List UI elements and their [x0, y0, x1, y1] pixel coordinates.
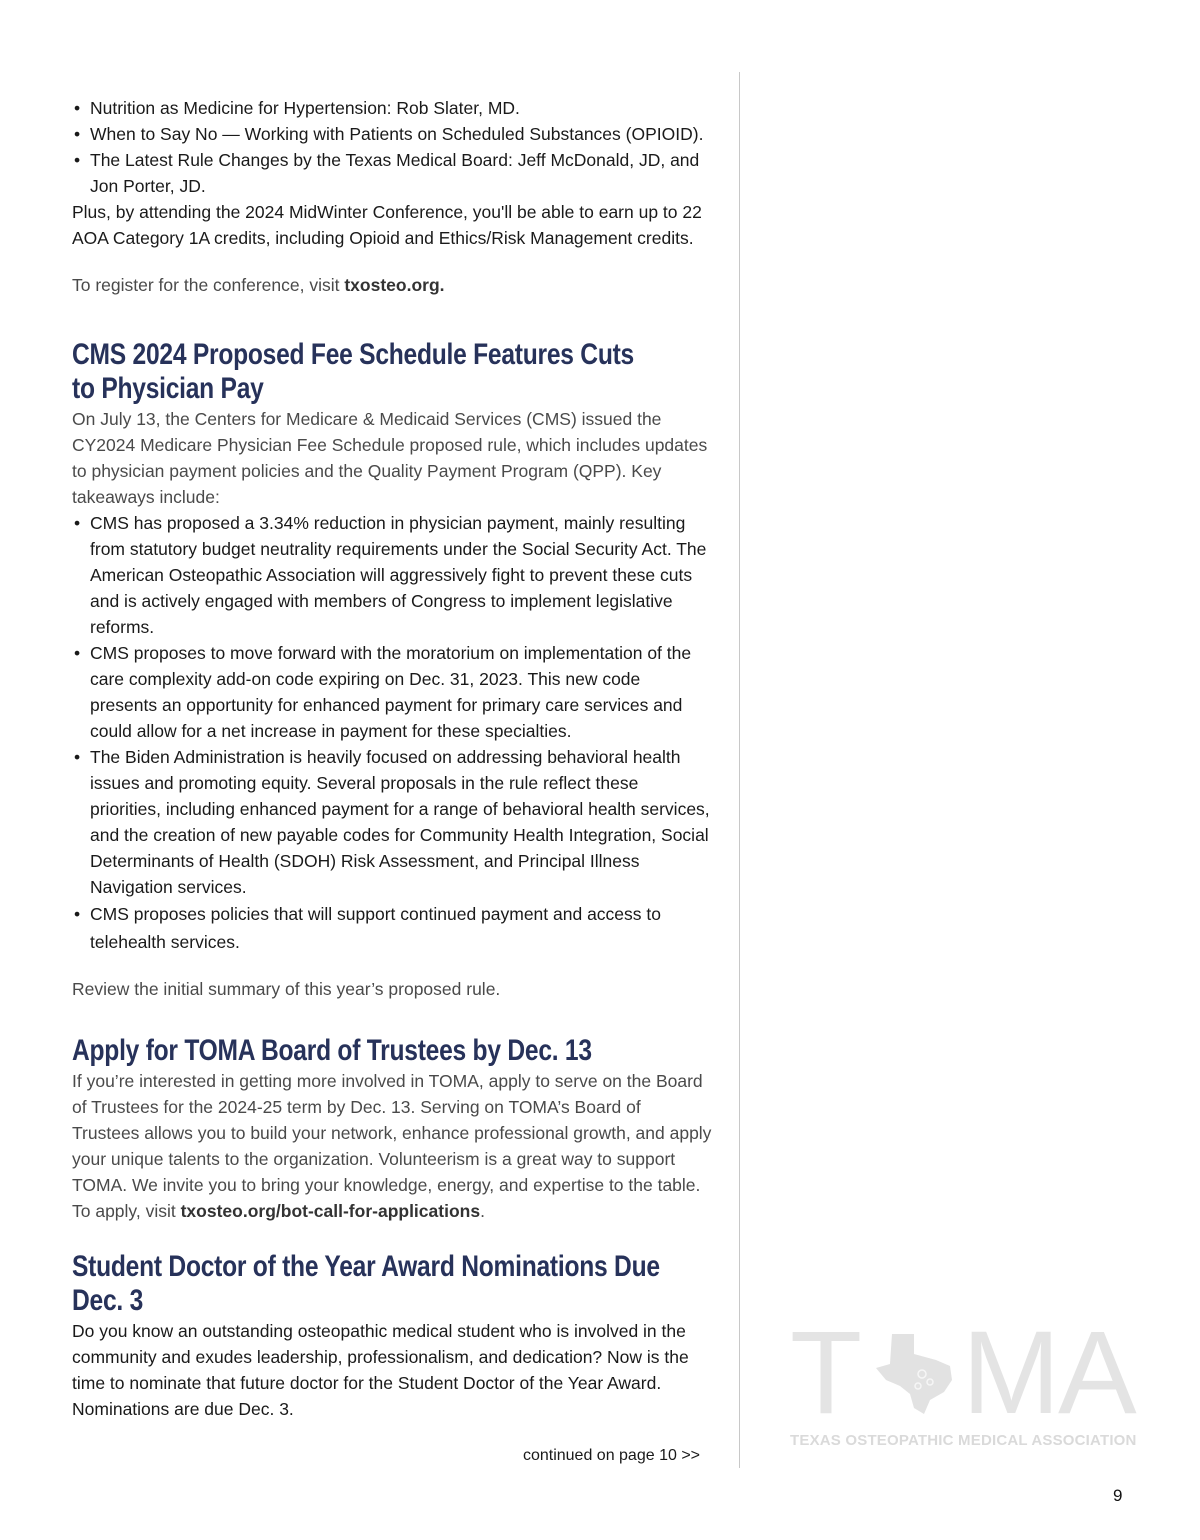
board-paragraph [72, 1068, 712, 1224]
logo-letter: T [790, 1307, 863, 1439]
register-text: To register for the conference, visit [72, 275, 345, 295]
continued-note: continued on page 10 >> [522, 1447, 700, 1464]
texas-map-icon [870, 1330, 958, 1418]
register-paragraph [72, 272, 712, 298]
cms-intro: On July 13, the Centers for Medicare & Medicaid Services (CMS) issued the CY2024 Medicare Physician Fee Schedule proposed rule, which includes updates to physician payment policies and the Quality Payment Program (QPP). Key takeaways include: [72, 409, 708, 507]
board-heading: Apply for TOMA Board of Trustees by Dec. 13 [72, 1034, 592, 1067]
cms-section [72, 338, 712, 1002]
student-section [72, 1250, 712, 1422]
list-item: • Nutrition as Medicine for Hypertension: Rob Slater, MD. [72, 95, 712, 121]
cms-heading [72, 338, 712, 406]
list-item: • When to Say No — Working with Patients on Scheduled Substances (OPIOID). [72, 121, 712, 147]
board-text: If you’re interested in getting more involved in TOMA, apply to serve on the Board of Trustees for the 2024-25 term by Dec. 13. Serving on TOMA’s Board of Trustees allows you to build your network, enhance professional growth, and apply your unique talents to the organization. Volunteerism is a great way to support TOMA. We invite you to bring your knowledge, energy, and expertise to the table. To apply, visit [72, 1071, 712, 1221]
cms-review-paragraph: Review the initial summary of this year’s proposed rule. [72, 979, 501, 999]
logo-letter: M [962, 1307, 1061, 1439]
logo-subtitle: TEXAS OSTEOPATHIC MEDICAL ASSOCIATION [790, 1432, 1137, 1449]
page-number: 9 [1113, 1486, 1123, 1505]
credits-paragraph: Plus, by attending the 2024 MidWinter Conference, you'll be able to earn up to 22 AOA Category 1A credits, including Opioid and Ethics/Risk Management credits. [72, 202, 702, 248]
cms-bullet-list [72, 510, 712, 956]
list-item: • The Latest Rule Changes by the Texas Medical Board: Jeff McDonald, JD, and Jon Porter, JD. [72, 147, 712, 199]
main-column [72, 95, 712, 1422]
logo-letter: A [1058, 1307, 1137, 1439]
student-heading: Student Doctor of the Year Award Nominations Due Dec. 3 [72, 1250, 660, 1317]
register-link[interactable]: txosteo.org. [344, 275, 445, 295]
list-item: • CMS has proposed a 3.34% reduction in physician payment, mainly resulting from statutory budget neutrality requirements under the Social Security Act. The American Osteopathic Association will aggressively fight to prevent these cuts and is actively engaged with members of Congress to implement legislative reforms. [72, 510, 712, 640]
list-item: • The Biden Administration is heavily focused on addressing behavioral health issues and promoting equity. Several proposals in the rule reflect these priorities, including enhanced payment for a range of behavioral health services, and the creation of new payable codes for Community Health Integration, Social Determinants of Health (SDOH) Risk Assessment, and Principal Illness Navigation services. [72, 744, 712, 900]
cms-heading-line2: to Physician Pay [72, 372, 264, 405]
list-item: • CMS proposes to move forward with the moratorium on implementation of the care complexity add-on code expiring on Dec. 31, 2023. This new code presents an opportunity for enhanced payment for primary care services and could allow for a net increase in payment for these specialties. [72, 640, 712, 744]
list-item: • CMS proposes policies that will support continued payment and access to telehealth services. [72, 900, 712, 956]
logo-wordmark [790, 1307, 1138, 1439]
student-paragraph: Do you know an outstanding osteopathic medical student who is involved in the community and exudes leadership, professionalism, and dedication? Now is the time to nominate that future doctor for the Student Doctor of the Year Award. Nominations are due Dec. 3. [72, 1321, 689, 1419]
board-link[interactable]: txosteo.org/bot-call-for-applications [180, 1201, 481, 1221]
toma-logo [790, 1307, 1138, 1454]
board-end: . [480, 1201, 485, 1221]
cms-heading-line1: CMS 2024 Proposed Fee Schedule Features Cuts [72, 338, 634, 371]
intro-bullet-list [72, 95, 712, 199]
board-section [72, 1034, 712, 1224]
column-divider [739, 72, 740, 1468]
